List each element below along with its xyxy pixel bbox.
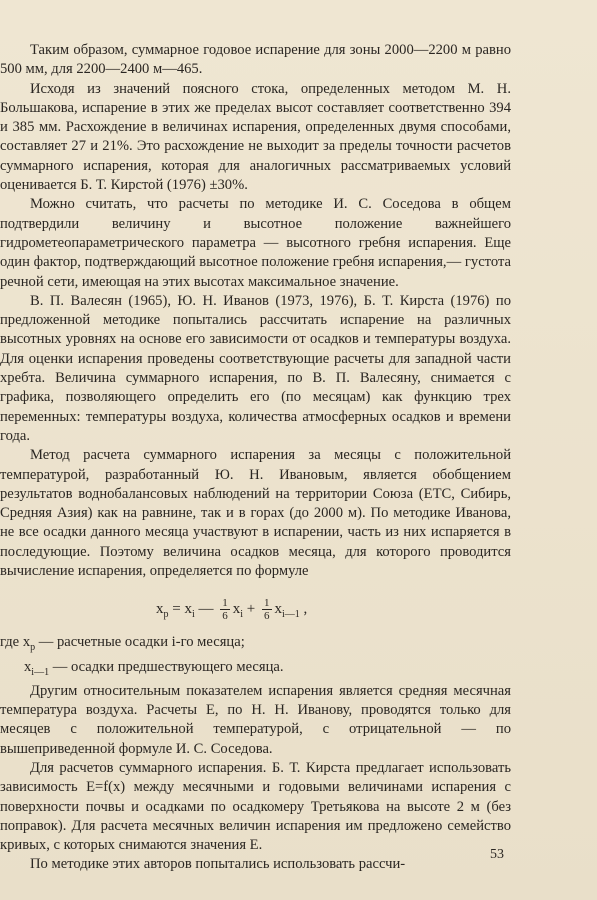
formula-punctuation: ,: [299, 601, 308, 618]
formula-expression: [156, 597, 307, 624]
paragraph: В. П. Валесян (1965), Ю. Н. Иванов (1973, 1976), Б. Т. Кирста (1976) по предложенной методике попытались рассчитать испарение на различных высотных уровнях на основе его зависимости от осадков и температуры воздуха. Для оценки испарения проведены соответствующие расчеты для западной части хребта. Величина суммарного испарения, по В. П. Валесяну, снимается с графика, позволяющего определить его (по месяцам) как функцию трех переменных: температуры воздуха, количества атмосферных осадков и времени года.: [0, 292, 511, 444]
paragraph: Исходя из значений поясного стока, определенных методом М. Н. Большакова, испарение в этих же пределах высот составляет соответственно 394 и 385 мм. Расхождение в величинах испарения, определенных двумя способами, составляет 27 и 21%. Это расхождение не выходит за пределы точности расчетов суммарного испарения, которая для аналогичных рассматриваемых условий оценивается Б. Т. Кирстой (1976) ±30%.: [0, 80, 511, 194]
paragraph: Для расчетов суммарного испарения. Б. Т. Кирста предлагает использовать зависимость E=f(x) между месячными и годовыми величинами испарения с поверхности почвы и осадками по осадкомеру Третьякова на высоте 2 м (без поправок). Для расчета месячных величин испарения им предложено семейство кривых, с которых снимаются значения Е.: [0, 759, 511, 854]
fraction-numerator: 1: [222, 597, 228, 610]
paragraph: Таким образом, суммарное годовое испарение для зоны 2000—2200 м равно 500 мм, для 2200—2400 м—465.: [0, 42, 511, 78]
paragraph: Другим относительным показателем испарения является средняя месячная температура воздуха. Расчеты Е, по Н. Н. Иванову, проводятся только для месяцев с положительной температурой, с отрицательной — по вышеприведенной формуле И. С. Соседова.: [0, 682, 511, 757]
formula-symbol: x: [156, 601, 164, 618]
fraction-denominator: 6: [222, 610, 228, 623]
formula-subscript: i: [240, 609, 244, 621]
definition-subscript: i—1: [31, 666, 50, 678]
fraction-denominator: 6: [264, 610, 270, 623]
definition-text: — расчетные осадки i-го месяца;: [35, 634, 245, 651]
formula-subscript: i: [191, 609, 195, 621]
definition-symbol: x: [22, 634, 31, 651]
definition-text: — осадки предшествующего месяца.: [49, 658, 284, 675]
formula-fraction: [220, 597, 230, 622]
page-number: 53: [490, 847, 504, 862]
formula-operator: +: [243, 601, 259, 618]
formula-fraction: [262, 597, 272, 622]
formula-subscript: р: [163, 609, 169, 621]
paragraph: Метод расчета суммарного испарения за месяцы с положительной температурой, разработанный Ю. Н. Ивановым, является обобщением результатов воднобалансовых наблюдений на территории Союза (ЕТС, Сибирь, Средняя Азия) как на равнине, так и в горах (до 2000 м). По методике Иванова, не все осадки данного месяца участвуют в испарении, часть из них испаряется в последующие. Поэтому величина осадков месяца, для которого проводится вычисление испарения, определяется по формуле: [0, 447, 511, 580]
definition-symbol: x: [24, 658, 32, 675]
formula-definitions: [0, 633, 511, 681]
definition-line: [0, 658, 511, 682]
formula-symbol: x: [232, 601, 241, 618]
paragraph: По методике этих авторов попытались использовать рассчи-: [30, 856, 406, 873]
page-body: [0, 41, 511, 875]
formula-operator: —: [194, 601, 218, 618]
formula-subscript: i—1: [282, 609, 300, 621]
definition-subscript: р: [30, 642, 36, 654]
formula-symbol: x: [184, 601, 192, 618]
definition-line: [0, 633, 511, 657]
fraction-numerator: 1: [264, 597, 270, 610]
formula-symbol: x: [274, 601, 282, 618]
definition-lead: где: [0, 634, 23, 651]
formula-operator: =: [168, 601, 185, 618]
paragraph: Можно считать, что расчеты по методике И. С. Соседова в общем подтвердили величину и высотное положение важнейшего гидрометеопараметрического параметра — высотного гребня испарения. Еще один фактор, подтверждающий высотное положение гребня испарения,— густота речной сети, имеющая на этих высотах максимальное значение.: [0, 196, 511, 290]
formula: [0, 583, 511, 633]
